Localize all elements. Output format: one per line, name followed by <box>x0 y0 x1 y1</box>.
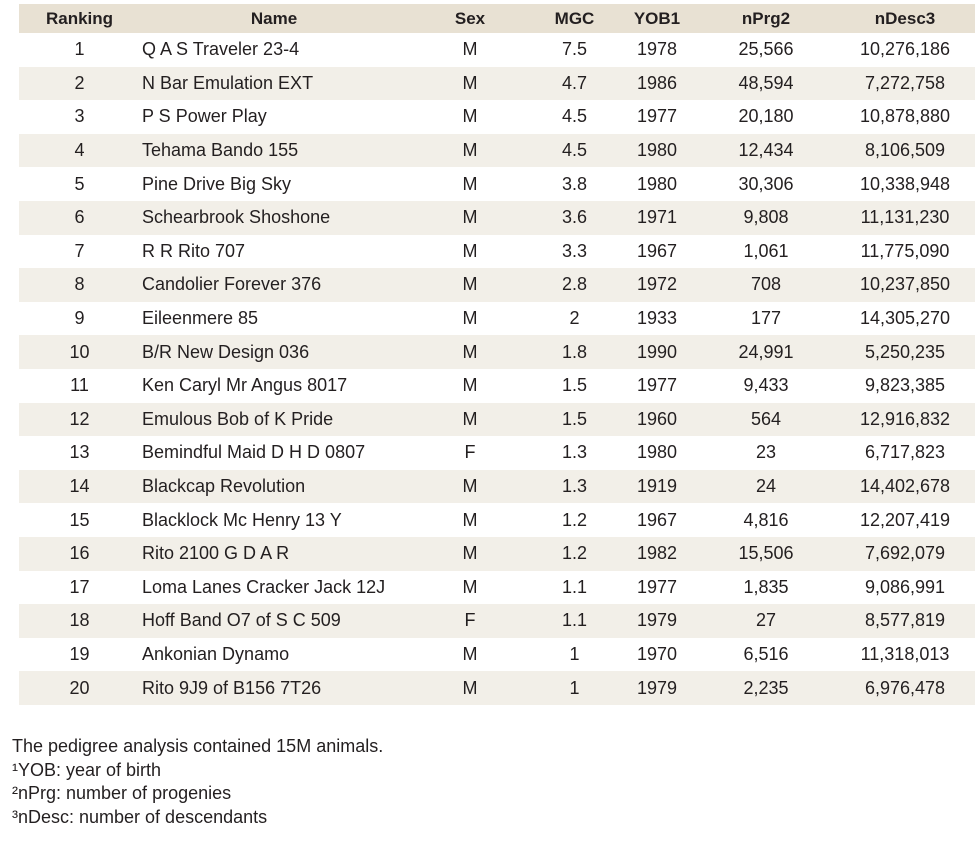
table-row <box>19 638 975 672</box>
cell-ndesc: 9,823,385 <box>864 375 946 396</box>
cell-yob: 1967 <box>636 509 678 530</box>
cell-mgc: 4.5 <box>561 106 588 127</box>
cell-ranking: 6 <box>74 207 85 228</box>
cell-name: Ken Caryl Mr Angus 8017 <box>142 375 348 396</box>
cell-sex: M <box>462 341 478 362</box>
table-row <box>19 503 975 537</box>
cell-nprg: 23 <box>755 442 777 463</box>
cell-ranking: 18 <box>69 610 90 631</box>
footnote: The pedigree analysis contained 15M animals. <box>12 736 384 756</box>
cell-sex: M <box>462 476 478 497</box>
cell-mgc: 4.5 <box>561 140 588 161</box>
cell-yob: 1919 <box>636 476 678 497</box>
cell-yob: 1977 <box>636 375 678 396</box>
table-row <box>19 134 975 168</box>
cell-ndesc: 11,131,230 <box>860 207 950 228</box>
cell-ndesc: 10,237,850 <box>859 274 951 295</box>
cell-mgc: 1.5 <box>561 375 588 396</box>
cell-name: Blackcap Revolution <box>142 476 306 497</box>
cell-name: Blacklock Mc Henry 13 Y <box>142 509 342 530</box>
cell-sex: M <box>462 72 478 93</box>
cell-yob: 1979 <box>636 610 678 631</box>
cell-name: R R Rito 707 <box>142 240 246 261</box>
cell-nprg: 12,434 <box>738 140 794 161</box>
column-header-yob: YOB1 <box>633 8 681 28</box>
cell-nprg: 1,835 <box>743 576 789 597</box>
cell-ranking: 4 <box>74 140 85 161</box>
cell-mgc: 2.8 <box>561 274 588 295</box>
cell-sex: M <box>462 173 478 194</box>
cell-mgc: 1.1 <box>561 610 588 631</box>
cell-sex: M <box>462 39 478 60</box>
table-row <box>19 201 975 235</box>
cell-mgc: 1.5 <box>561 408 588 429</box>
cell-ranking: 1 <box>74 39 85 60</box>
cell-nprg: 48,594 <box>738 72 794 93</box>
cell-mgc: 1.3 <box>561 442 588 463</box>
cell-yob: 1980 <box>636 442 678 463</box>
table-row <box>19 537 975 571</box>
table-row <box>19 335 975 369</box>
cell-name: Eileenmere 85 <box>142 308 259 329</box>
cell-name: Bemindful Maid D H D 0807 <box>142 442 366 463</box>
cell-mgc: 1.3 <box>561 476 588 497</box>
cell-nprg: 27 <box>755 610 777 631</box>
cell-ranking: 19 <box>69 643 90 664</box>
cell-nprg: 9,808 <box>743 207 789 228</box>
cell-ranking: 9 <box>74 308 85 329</box>
cell-nprg: 4,816 <box>743 509 789 530</box>
table-row <box>19 100 975 134</box>
cell-yob: 1979 <box>636 677 678 698</box>
cell-sex: M <box>462 408 478 429</box>
cell-yob: 1980 <box>636 140 678 161</box>
pedigree-ranking-table <box>19 4 975 705</box>
cell-yob: 1970 <box>636 643 678 664</box>
cell-ndesc: 6,717,823 <box>864 442 946 463</box>
cell-sex: M <box>462 576 478 597</box>
cell-ndesc: 10,338,948 <box>859 173 951 194</box>
cell-sex: F <box>464 442 476 463</box>
cell-mgc: 1.8 <box>561 341 588 362</box>
table-row <box>19 470 975 504</box>
cell-mgc: 1.1 <box>561 576 588 597</box>
cell-mgc: 3.3 <box>561 240 588 261</box>
cell-yob: 1967 <box>636 240 678 261</box>
column-header-ndesc: nDesc3 <box>874 8 936 28</box>
cell-mgc: 3.8 <box>561 173 588 194</box>
cell-sex: M <box>462 240 478 261</box>
table-row <box>19 436 975 470</box>
cell-ranking: 12 <box>69 408 90 429</box>
cell-name: N Bar Emulation EXT <box>142 72 314 93</box>
cell-ndesc: 10,276,186 <box>859 39 951 60</box>
cell-yob: 1960 <box>636 408 678 429</box>
cell-name: Loma Lanes Cracker Jack 12J <box>142 576 386 597</box>
cell-ndesc: 8,106,509 <box>864 140 946 161</box>
cell-yob: 1977 <box>636 576 678 597</box>
cell-ndesc: 7,692,079 <box>864 543 946 564</box>
cell-ranking: 5 <box>74 173 85 194</box>
table-row <box>19 671 975 705</box>
cell-yob: 1978 <box>636 39 678 60</box>
cell-name: Q A S Traveler 23-4 <box>142 39 300 60</box>
cell-nprg: 708 <box>750 274 782 295</box>
table-row <box>19 571 975 605</box>
cell-mgc: 7.5 <box>561 39 588 60</box>
column-header-ranking: Ranking <box>45 8 114 28</box>
cell-sex: M <box>462 274 478 295</box>
table-row <box>19 67 975 101</box>
cell-ndesc: 12,207,419 <box>859 509 951 530</box>
cell-yob: 1990 <box>636 341 678 362</box>
cell-ranking: 11 <box>70 375 89 396</box>
cell-sex: M <box>462 106 478 127</box>
cell-name: Emulous Bob of K Pride <box>142 408 334 429</box>
cell-ranking: 8 <box>74 274 85 295</box>
cell-ranking: 20 <box>69 677 90 698</box>
table-row <box>19 268 975 302</box>
cell-ranking: 7 <box>74 240 85 261</box>
cell-sex: M <box>462 375 478 396</box>
cell-yob: 1982 <box>636 543 678 564</box>
cell-ndesc: 5,250,235 <box>864 341 946 362</box>
cell-ndesc: 11,775,090 <box>860 240 950 261</box>
cell-mgc: 1.2 <box>561 509 588 530</box>
cell-sex: M <box>462 543 478 564</box>
cell-ranking: 10 <box>69 341 90 362</box>
cell-ndesc: 6,976,478 <box>864 677 946 698</box>
cell-yob: 1972 <box>636 274 678 295</box>
cell-ndesc: 14,305,270 <box>859 308 951 329</box>
table-row <box>19 369 975 403</box>
cell-ndesc: 10,878,880 <box>859 106 951 127</box>
cell-mgc: 1.2 <box>561 543 588 564</box>
table-footnotes <box>12 735 383 829</box>
cell-nprg: 564 <box>750 408 782 429</box>
cell-ranking: 13 <box>69 442 90 463</box>
cell-yob: 1986 <box>636 72 678 93</box>
cell-sex: M <box>462 509 478 530</box>
cell-mgc: 3.6 <box>561 207 588 228</box>
column-header-name: Name <box>250 8 298 28</box>
cell-ndesc: 11,318,013 <box>860 643 950 664</box>
cell-ranking: 3 <box>74 106 85 127</box>
cell-nprg: 24,991 <box>738 341 794 362</box>
cell-nprg: 25,566 <box>738 39 794 60</box>
cell-sex: M <box>462 643 478 664</box>
column-header-sex: Sex <box>454 8 486 28</box>
cell-sex: F <box>464 610 476 631</box>
cell-name: Schearbrook Shoshone <box>142 207 331 228</box>
cell-ndesc: 9,086,991 <box>864 576 946 597</box>
cell-nprg: 24 <box>755 476 777 497</box>
cell-nprg: 2,235 <box>743 677 789 698</box>
cell-name: Rito 2100 G D A R <box>142 543 290 564</box>
column-header-mgc: MGC <box>554 8 595 28</box>
cell-mgc: 1 <box>569 643 580 664</box>
cell-ranking: 16 <box>69 543 90 564</box>
cell-ndesc: 12,916,832 <box>859 408 951 429</box>
cell-name: Pine Drive Big Sky <box>142 173 292 194</box>
table-row <box>19 302 975 336</box>
cell-mgc: 2 <box>569 308 580 329</box>
table-row <box>19 604 975 638</box>
table-row <box>19 235 975 269</box>
cell-sex: M <box>462 207 478 228</box>
cell-sex: M <box>462 308 478 329</box>
footnote: ¹YOB: year of birth <box>12 759 162 780</box>
cell-yob: 1933 <box>636 308 678 329</box>
cell-nprg: 9,433 <box>743 375 789 396</box>
cell-ndesc: 8,577,819 <box>864 610 946 631</box>
cell-mgc: 1 <box>569 677 580 698</box>
table-body <box>19 33 975 705</box>
cell-name: B/R New Design 036 <box>142 341 310 362</box>
cell-nprg: 30,306 <box>738 173 794 194</box>
cell-ndesc: 7,272,758 <box>864 72 946 93</box>
cell-name: Tehama Bando 155 <box>142 140 299 161</box>
cell-yob: 1971 <box>636 207 678 228</box>
cell-nprg: 6,516 <box>743 643 789 664</box>
cell-ranking: 14 <box>69 476 90 497</box>
header-row <box>19 4 975 33</box>
cell-ranking: 15 <box>69 509 90 530</box>
column-header-nprg: nPrg2 <box>741 8 791 28</box>
cell-sex: M <box>462 677 478 698</box>
pedigree-table-container <box>19 4 975 705</box>
cell-yob: 1977 <box>636 106 678 127</box>
cell-ranking: 2 <box>74 72 85 93</box>
cell-nprg: 15,506 <box>738 543 794 564</box>
cell-name: Candolier Forever 376 <box>142 274 322 295</box>
table-header <box>19 4 975 33</box>
table-row <box>19 33 975 67</box>
cell-name: Ankonian Dynamo <box>142 643 290 664</box>
footnote: ³nDesc: number of descendants <box>12 806 268 827</box>
table-row <box>19 167 975 201</box>
cell-yob: 1980 <box>636 173 678 194</box>
cell-nprg: 20,180 <box>738 106 794 127</box>
cell-ranking: 17 <box>69 576 90 597</box>
table-row <box>19 403 975 437</box>
cell-nprg: 177 <box>750 308 782 329</box>
cell-ndesc: 14,402,678 <box>859 476 951 497</box>
cell-name: Hoff Band O7 of S C 509 <box>142 610 341 631</box>
cell-nprg: 1,061 <box>743 240 789 261</box>
cell-name: P S Power Play <box>142 106 267 127</box>
cell-sex: M <box>462 140 478 161</box>
cell-name: Rito 9J9 of B156 7T26 <box>142 677 322 698</box>
footnote: ²nPrg: number of progenies <box>12 783 232 803</box>
cell-mgc: 4.7 <box>561 72 588 93</box>
